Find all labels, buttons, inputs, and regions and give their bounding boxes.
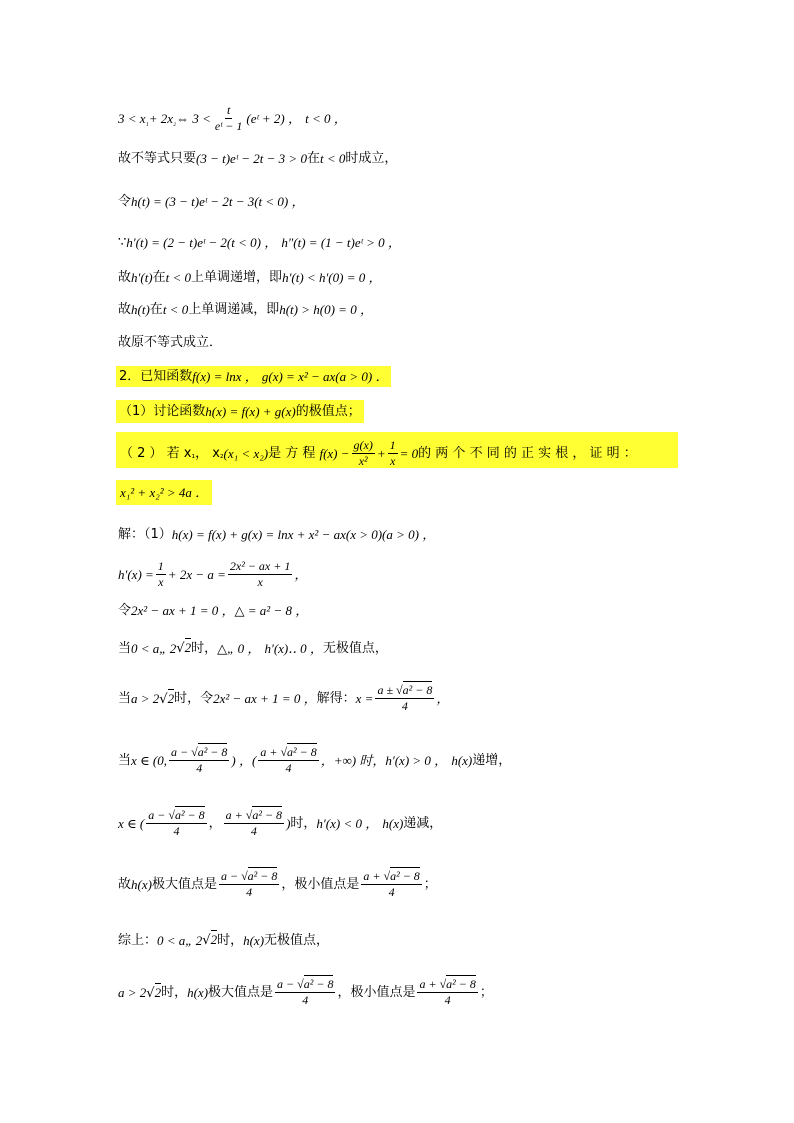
solution-line-4 bbox=[118, 641, 388, 655]
sqrt: √2 bbox=[202, 932, 218, 948]
radicand: a² − 8 bbox=[390, 869, 420, 883]
expr: (x₁ < x₂) bbox=[223, 446, 269, 462]
fraction bbox=[258, 746, 318, 775]
text-line-5 bbox=[118, 271, 381, 284]
expr: 2x² − ax + 1 = 0 ， bbox=[213, 691, 317, 707]
text: （1）讨论函数 bbox=[119, 404, 206, 419]
text: 在 bbox=[306, 151, 320, 166]
radicand: a² − 8 bbox=[402, 683, 433, 697]
expr: x₁² + x₂² > 4a ． bbox=[120, 485, 209, 500]
text: 令 bbox=[118, 194, 132, 209]
summary-line-2 bbox=[118, 978, 493, 1007]
text-line-7 bbox=[118, 336, 222, 349]
problem-2-part-2 bbox=[120, 439, 637, 468]
expr: h′(t) bbox=[131, 270, 153, 285]
numerator: 1 bbox=[388, 439, 398, 454]
expr: h(t) bbox=[131, 302, 150, 317]
math-line-1 bbox=[118, 104, 347, 133]
numerator: t bbox=[225, 104, 232, 119]
expr: h(x) bbox=[451, 753, 473, 769]
radicand: 2 bbox=[154, 984, 162, 1000]
expr: ( bbox=[252, 753, 257, 769]
text: （ 2 ） 若 x bbox=[120, 446, 192, 462]
text: ，极小值点是 bbox=[337, 985, 416, 1001]
denominator: 4 bbox=[302, 993, 309, 1008]
denominator: x bbox=[158, 575, 164, 590]
denominator: x² bbox=[358, 454, 368, 469]
denominator: 4 bbox=[401, 699, 408, 714]
numerator-text: a + bbox=[260, 745, 278, 759]
denominator: eᵗ − 1 bbox=[214, 119, 243, 134]
expr: ) ， bbox=[231, 753, 252, 769]
expr: h′(x) < 0 ， bbox=[316, 816, 379, 832]
denominator: 4 bbox=[388, 885, 395, 900]
numerator-text: a ± bbox=[377, 683, 394, 697]
expr: t < 0 bbox=[319, 151, 346, 166]
numerator-text: a − bbox=[277, 977, 295, 991]
sqrt: √2 bbox=[159, 690, 175, 707]
expr: x = bbox=[355, 691, 374, 707]
expr: h(t) = (3 − t)eᵗ − 2t − 3(t < 0) ， bbox=[131, 194, 305, 209]
numerator-text: a + bbox=[225, 808, 243, 822]
expr: ， bbox=[294, 567, 308, 583]
radicand: a² − 8 bbox=[197, 745, 228, 759]
sqrt: √2 bbox=[146, 984, 162, 1001]
subscript: ₁ bbox=[145, 116, 149, 127]
numerator: a + √a² − 8 bbox=[224, 809, 284, 824]
sqrt: √2 bbox=[176, 640, 192, 656]
radicand: 2 bbox=[167, 690, 175, 706]
numerator: a − √a² − 8 bbox=[169, 746, 229, 761]
text: 极大值点是 bbox=[151, 877, 217, 893]
text: 在 bbox=[149, 302, 163, 317]
numerator-text: a + bbox=[363, 869, 381, 883]
fraction bbox=[352, 439, 375, 468]
text-line-4 bbox=[118, 236, 401, 249]
expr: 2x² − ax + 1 = 0 ， bbox=[131, 603, 235, 618]
expr: △ = a² − 8 ， bbox=[234, 603, 309, 618]
expr: ，+∞) 时， bbox=[320, 753, 386, 769]
text: 时， bbox=[161, 985, 188, 1001]
expr: h′(t) = (2 − t)eᵗ − 2(t < 0) ， bbox=[126, 235, 278, 250]
expr: △„ 0 ， bbox=[217, 640, 261, 656]
numerator: 2x² − ax + 1 bbox=[228, 560, 292, 575]
numerator: a − √a² − 8 bbox=[146, 809, 206, 824]
fraction bbox=[375, 684, 434, 713]
denominator: 4 bbox=[444, 993, 451, 1008]
denominator: 4 bbox=[246, 885, 253, 900]
text: 解得： bbox=[316, 691, 356, 707]
expr: = 0 bbox=[399, 446, 419, 462]
expr: 0 < a„ 2 bbox=[131, 640, 177, 656]
text-line-3 bbox=[118, 195, 305, 208]
text: 故 bbox=[118, 302, 132, 317]
text: 递减， bbox=[403, 816, 443, 832]
text: 递增， bbox=[472, 753, 512, 769]
expr: h″(t) = (1 − t)eᵗ > 0 ， bbox=[281, 235, 401, 250]
problem-2-title bbox=[116, 366, 391, 387]
numerator-text: a + bbox=[419, 977, 437, 991]
fraction bbox=[213, 104, 244, 133]
problem-2-part-1 bbox=[116, 400, 364, 423]
text: 时， bbox=[191, 640, 218, 656]
fraction bbox=[417, 978, 477, 1007]
fraction bbox=[361, 870, 421, 899]
solution-line-1 bbox=[118, 528, 435, 541]
expr: h(t) > h(0) = 0 ， bbox=[279, 302, 373, 317]
text: ， bbox=[208, 816, 222, 832]
text: 时， bbox=[290, 816, 317, 832]
text: 时，令 bbox=[174, 691, 214, 707]
text: 的 两 个 不 同 的 正 实 根 ， 证 明 ： bbox=[418, 446, 637, 462]
text: 当 bbox=[118, 691, 132, 707]
expr: (eᵗ + 2) ， bbox=[246, 111, 301, 127]
radicand: a² − 8 bbox=[174, 808, 205, 822]
expr: g(x) = x² − ax(a > 0) ． bbox=[261, 369, 389, 384]
fraction bbox=[388, 439, 398, 468]
text: 上单调递减，即 bbox=[188, 302, 280, 317]
fraction bbox=[228, 560, 292, 589]
denominator: 4 bbox=[285, 761, 292, 776]
expr: h(x) bbox=[187, 985, 209, 1001]
expr: h(x) bbox=[382, 816, 404, 832]
text: 解：（1） bbox=[118, 527, 172, 542]
denominator: x bbox=[257, 575, 263, 590]
subscript: ₁ bbox=[191, 451, 196, 462]
expr: h(x) bbox=[243, 932, 265, 948]
expr: x ∈ ( bbox=[118, 816, 145, 832]
expr: f(x) − bbox=[319, 446, 350, 462]
fraction bbox=[219, 870, 279, 899]
expr: + bbox=[376, 446, 386, 462]
solution-line-8 bbox=[118, 870, 437, 899]
subscript: ₂ bbox=[219, 451, 224, 462]
numerator: a − √a² − 8 bbox=[219, 870, 279, 885]
radicand: a² − 8 bbox=[303, 977, 334, 991]
denominator: x bbox=[389, 454, 396, 469]
expr: ⇔ 3 < bbox=[176, 111, 211, 127]
expr: h′(x) > 0 ， bbox=[385, 753, 448, 769]
numerator: a ± √a² − 8 bbox=[375, 684, 434, 699]
numerator: a + √a² − 8 bbox=[361, 870, 421, 885]
expr: x ∈ (0, bbox=[131, 753, 167, 769]
radicand: 2 bbox=[184, 640, 192, 655]
summary-line-1 bbox=[118, 933, 329, 947]
numerator: a − √a² − 8 bbox=[275, 978, 335, 993]
expr: t < 0 ， bbox=[305, 111, 347, 127]
expr: 0 < a„ 2 bbox=[157, 932, 203, 948]
fraction bbox=[224, 809, 284, 838]
solution-line-7 bbox=[118, 809, 442, 838]
denominator: 4 bbox=[173, 824, 180, 839]
radicand: a² − 8 bbox=[247, 869, 278, 883]
solution-line-5 bbox=[118, 684, 449, 713]
problem-2-conclusion bbox=[116, 480, 212, 505]
text: 当 bbox=[118, 753, 132, 769]
text: 故原不等式成立． bbox=[118, 335, 223, 350]
solution-line-6 bbox=[118, 746, 511, 775]
expr: + 2x − a = bbox=[167, 567, 226, 583]
denominator: 4 bbox=[250, 824, 257, 839]
text: 故不等式只要 bbox=[118, 151, 197, 166]
text: 时成立， bbox=[345, 151, 398, 166]
text: 故 bbox=[118, 877, 132, 893]
text: 的极值点； bbox=[295, 404, 361, 419]
numerator-text: a − bbox=[148, 808, 166, 822]
text-line-2 bbox=[118, 152, 397, 165]
text: 故 bbox=[118, 270, 132, 285]
radicand: 2 bbox=[210, 932, 218, 947]
numerator: g(x) bbox=[352, 439, 375, 454]
radicand: a² − 8 bbox=[252, 808, 283, 822]
numerator: a + √a² − 8 bbox=[258, 746, 318, 761]
radicand: a² − 8 bbox=[446, 977, 476, 991]
expr: t < 0 bbox=[165, 270, 192, 285]
text: 无极值点， bbox=[264, 932, 330, 948]
text: 在 bbox=[152, 270, 166, 285]
text: 2．已知函数 bbox=[119, 369, 193, 384]
text: ，极小值点是 bbox=[281, 877, 360, 893]
fraction bbox=[169, 746, 229, 775]
text: ， x bbox=[195, 446, 220, 462]
radicand: a² − 8 bbox=[287, 745, 317, 759]
expr: (3 − t)eᵗ − 2t − 3 > 0 bbox=[196, 151, 307, 166]
text: 是 方 程 bbox=[268, 446, 316, 462]
expr: h(x) bbox=[131, 877, 152, 893]
expr: ， bbox=[436, 691, 450, 707]
expr: h(x) = f(x) + g(x) bbox=[205, 404, 296, 419]
subscript: ₂ bbox=[172, 116, 177, 127]
fraction bbox=[275, 978, 335, 1007]
expr: + 2x bbox=[148, 111, 173, 127]
numerator-text: a − bbox=[171, 745, 189, 759]
expr: 3 < x bbox=[118, 111, 146, 127]
expr: ) bbox=[286, 816, 291, 832]
solution-line-3 bbox=[118, 604, 308, 617]
expr: a > 2 bbox=[131, 691, 160, 707]
expr: h(x) = f(x) + g(x) = lnx + x² − ax(x > 0)(a > 0) ， bbox=[171, 527, 436, 542]
text: 令 bbox=[118, 603, 132, 618]
text: 时， bbox=[217, 932, 244, 948]
text: 无极值点， bbox=[322, 640, 388, 656]
numerator-text: a − bbox=[220, 869, 239, 883]
numerator: 1 bbox=[156, 560, 166, 575]
fraction bbox=[146, 809, 206, 838]
expr: h′(t) < h′(0) = 0 ， bbox=[282, 270, 382, 285]
fraction bbox=[156, 560, 166, 589]
expr: h′(x)‥ 0 ， bbox=[264, 640, 323, 656]
text: 上单调递增，即 bbox=[191, 270, 283, 285]
text-line-6 bbox=[118, 303, 373, 316]
because-symbol: ∵ bbox=[118, 235, 127, 250]
numerator: a + √a² − 8 bbox=[417, 978, 477, 993]
expr: f(x) = lnx ， bbox=[192, 369, 258, 384]
text: ； bbox=[479, 985, 493, 1001]
expr: t < 0 bbox=[162, 302, 189, 317]
expr: a > 2 bbox=[118, 985, 147, 1001]
text: ； bbox=[423, 877, 437, 893]
text: 当 bbox=[118, 640, 132, 656]
solution-line-2 bbox=[118, 560, 307, 589]
denominator: 4 bbox=[196, 761, 203, 776]
text: 极大值点是 bbox=[208, 985, 274, 1001]
text: 综上： bbox=[118, 932, 158, 948]
expr: h′(x) = bbox=[118, 567, 154, 583]
